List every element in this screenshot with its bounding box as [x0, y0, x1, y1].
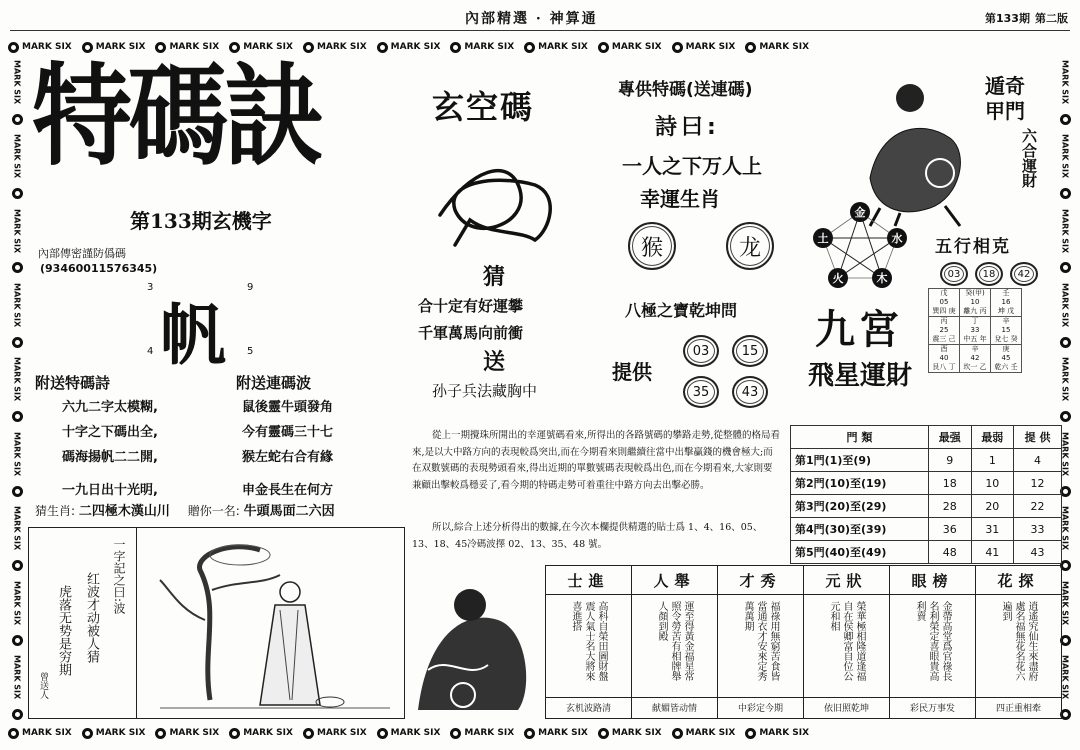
wuxing-num-label: 03 — [947, 268, 961, 280]
fortune-title: 眼榜 — [890, 566, 975, 595]
border-brand-en: MARK SIX — [538, 42, 588, 52]
jiugong-cell — [960, 317, 991, 345]
poem1 — [62, 395, 158, 503]
border-brand-en: MARK SIX — [538, 728, 588, 738]
border-brand-en: MARK SIX — [464, 42, 515, 52]
fortune-column — [717, 566, 803, 718]
door-table-cell: 41 — [971, 541, 1014, 564]
door-table-cell: 18 — [928, 472, 971, 495]
brand-logo-icon — [229, 728, 240, 739]
xuan-line2: 千軍萬馬向前衝 — [418, 324, 524, 342]
fortune-title: 人舉 — [632, 566, 717, 595]
border-tile — [377, 42, 441, 53]
jiugong-cell — [929, 289, 960, 317]
border-brand-en: MARK SIX — [12, 283, 22, 328]
poem1-line: 碼海揚帆二二開, — [62, 450, 158, 465]
border-brand-en: MARK SIX — [1060, 580, 1070, 625]
wuxing-diagram — [812, 200, 912, 290]
brand-logo-icon — [12, 411, 23, 422]
jiugong-cell — [960, 289, 991, 317]
jiugong-top: 丙 — [940, 317, 948, 325]
jiugong-num: 25 — [939, 326, 949, 334]
article-p2: 所以,綜合上述分析得出的數據,在今次本欄提供精選的貼士爲 1、4、16、05、13、18、45冷碼波擇 02、13、35、48 號。 — [412, 522, 763, 550]
yizi-head: 一字記之曰:波 — [112, 538, 126, 615]
brand-logo-icon — [1060, 188, 1071, 199]
bagua-num — [732, 335, 768, 367]
brand-logo-icon — [12, 635, 23, 646]
fortune-title: 士進 — [546, 566, 631, 595]
jiugong-num: 42 — [970, 354, 980, 362]
jiugong-bottom: 離九 丙 — [963, 307, 987, 315]
header-issue: 第133期 — [985, 12, 1030, 25]
border-brand-en: MARK SIX — [611, 42, 662, 52]
jiugong-row — [929, 289, 1022, 317]
jiugong-num: 10 — [970, 298, 980, 306]
poem1-line: 一九日出十光明, — [62, 483, 158, 498]
brand-logo-icon — [155, 42, 166, 53]
brand-logo-icon — [12, 188, 23, 199]
jiugong-bottom: 坎一 乙 — [963, 363, 987, 371]
door-table-cell: 9 — [928, 449, 971, 472]
special-line1: 一人之下万人上 — [622, 154, 762, 178]
border-brand-en: MARK SIX — [22, 42, 72, 52]
wuxing-num-label: 42 — [1017, 268, 1031, 280]
border-tile — [82, 728, 146, 739]
yizi-verse2: 虎落无势是穷期 — [56, 585, 71, 676]
border-tile — [155, 728, 219, 739]
border-tile — [672, 42, 736, 53]
door-table-cell: 22 — [1014, 495, 1062, 518]
door-table-cell: 31 — [971, 518, 1014, 541]
border-tile — [229, 42, 293, 53]
jiugong-subtitle: 飛星運財 — [808, 361, 913, 391]
border-brand-en: MARK SIX — [1060, 283, 1070, 328]
door-table-cell: 第1門(1)至(9) — [791, 449, 929, 472]
fortune-foot: 彩民万事发 — [890, 697, 975, 714]
table-row — [791, 541, 1062, 564]
header-edition: 第二版 — [1035, 12, 1068, 25]
fortune-text: 運至得黃金福星常照令勞苦有相牌舉人顏到殿 — [656, 601, 693, 681]
door-table-cell: 48 — [928, 541, 971, 564]
jiugong-top: 庚 — [1002, 345, 1010, 353]
border-tile — [524, 42, 588, 53]
border-brand-en: MARK SIX — [12, 357, 22, 402]
border-brand-en: MARK SIX — [12, 431, 22, 477]
door-table-header — [791, 426, 1062, 449]
door-table-heading: 最弱 — [971, 426, 1014, 449]
border-brand-en: MARK SIX — [1060, 506, 1070, 551]
bagua-num-label: 03 — [692, 343, 710, 359]
jiugong-bottom: 中五 年 — [963, 335, 987, 343]
jiugong-num: 15 — [1001, 326, 1011, 334]
fortune-text: 逍遙究仙生來盡府處名福無花名花六遍到 — [1000, 601, 1037, 681]
border-tile — [598, 42, 662, 53]
brand-logo-icon — [303, 728, 314, 739]
fortune-column — [546, 566, 631, 718]
door-table-cell: 1 — [971, 449, 1014, 472]
poem1-title: 附送特碼詩 — [35, 374, 111, 392]
gift-label: 贈你一名: — [187, 504, 240, 518]
border-tile — [82, 42, 146, 53]
brand-logo-icon — [745, 728, 756, 739]
brand-logo-icon — [82, 728, 93, 739]
border-brand-en: MARK SIX — [390, 42, 441, 52]
bagua-title: 八極之寶乾坤問 — [625, 301, 738, 320]
brand-logo-icon — [229, 42, 240, 53]
zodiac-monkey — [628, 222, 676, 270]
jiugong-bottom: 坤 戊 — [997, 307, 1015, 315]
qimen-side: 六合運財 — [1020, 128, 1038, 188]
border-tile — [524, 728, 588, 739]
bagua-num — [732, 376, 768, 408]
wuxing-num — [940, 262, 968, 286]
border-brand-en: MARK SIX — [169, 42, 220, 52]
brand-logo-icon — [745, 42, 756, 53]
border-brand-en: MARK SIX — [1060, 357, 1070, 402]
xuan-line1: 合十定有好運攀 — [418, 297, 524, 315]
jiugong-top: 丁 — [971, 317, 979, 325]
fortune-text: 高科自榮田圖財盤震人氣士名大將來喜進搭 — [570, 601, 607, 681]
brand-logo-icon — [12, 262, 23, 273]
jiugong-top: 酉 — [940, 345, 948, 353]
jiugong-title: 九宮 — [815, 307, 903, 353]
poem2-title: 附送連碼波 — [236, 374, 312, 392]
jiugong-row — [929, 345, 1022, 373]
border-brand-en: MARK SIX — [243, 728, 293, 738]
brand-logo-icon — [377, 728, 388, 739]
wuxing-num-label: 18 — [982, 268, 996, 280]
border-brand-en: MARK SIX — [95, 42, 146, 52]
brand-logo-icon — [12, 337, 23, 348]
jiugong-cell — [929, 345, 960, 373]
yizi-verse1: 红波才动被人猜 — [84, 572, 99, 663]
yizi-divider — [136, 527, 137, 719]
special-line2: 幸運生肖 — [640, 187, 720, 211]
clue-num-br: 5 — [247, 346, 254, 357]
brand-logo-icon — [598, 42, 609, 53]
border-tile — [598, 728, 662, 739]
door-table-cell: 28 — [928, 495, 971, 518]
border-tile — [303, 728, 367, 739]
jiugong-top: 辛 — [1002, 317, 1010, 325]
brand-logo-icon — [8, 42, 19, 53]
door-table-cell: 第2門(10)至(19) — [791, 472, 929, 495]
special-title: 專供特碼(送連碼) — [618, 80, 753, 100]
table-row — [791, 472, 1062, 495]
border-brand-en: MARK SIX — [12, 134, 22, 179]
brand-logo-icon — [598, 728, 609, 739]
jiugong-bottom: 乾六 壬 — [994, 363, 1018, 371]
border-brand-en: MARK SIX — [1060, 655, 1070, 700]
fortune-title: 才秀 — [718, 566, 803, 595]
jiugong-cell — [960, 345, 991, 373]
article-p1: 從上一期攪珠所開出的幸運號碼看來,所得出的各路號碼的攀路走勢,從整體的格局看來,是以大中路方向的表現較爲突出,而在今期看來則繼續往當中出擊贏錢的機會極大;而在双數號碼的表現勢頭看來,得出近期的單數號碼表現較爲出色,而在今期看來,大家則要兼顧出擊較爲穩妥了,看今期的特碼走勢可着重往中路方向去出擊必勝。 — [412, 430, 781, 491]
door-table-cell: 4 — [1014, 449, 1062, 472]
border-brand-en: MARK SIX — [12, 580, 22, 625]
xuan-line3: 孙子兵法藏胸中 — [432, 382, 538, 400]
jiugong-num: 40 — [939, 354, 949, 362]
deity-illustration — [408, 570, 538, 720]
jiugong-num: 05 — [939, 298, 949, 306]
brand-logo-icon — [1060, 411, 1071, 422]
brand-logo-icon — [524, 42, 535, 53]
brand-logo-icon — [1060, 114, 1071, 125]
brand-logo-icon — [1060, 262, 1071, 273]
door-table-cell: 第4門(30)至(39) — [791, 518, 929, 541]
bagua-num-label: 43 — [741, 384, 759, 400]
masthead-title: 特碼訣 — [32, 52, 320, 181]
jiugong-grid — [928, 288, 1022, 373]
bagua-num — [683, 335, 719, 367]
jiugong-bottom: 巽四 庚 — [932, 307, 956, 315]
jiugong-cell — [991, 317, 1022, 345]
xuan-title: 玄空碼 — [432, 88, 535, 126]
wuxing-element: 水 — [891, 232, 903, 245]
fortune-title: 花探 — [976, 566, 1061, 595]
left-border — [8, 55, 26, 725]
jiugong-top: 戊 — [940, 289, 948, 297]
brand-logo-icon — [524, 728, 535, 739]
border-brand-en: MARK SIX — [1060, 208, 1070, 253]
border-brand-en: MARK SIX — [1060, 59, 1070, 104]
table-row — [791, 518, 1062, 541]
clue-num-tr: 9 — [247, 282, 254, 293]
clue-num-bl: 4 — [147, 346, 154, 357]
qimen-title1: 遁奇 — [985, 74, 1025, 98]
yizi-sign: 曾送人 — [38, 672, 48, 699]
guess-label: 猜生肖: — [35, 504, 76, 518]
wuxing-num — [975, 262, 1003, 286]
poem2-line: 猴左蛇右合有緣 — [242, 450, 334, 465]
xuan-guess: 猜 — [483, 265, 506, 290]
door-table-heading: 提 供 — [1014, 426, 1062, 449]
border-tile — [8, 42, 72, 53]
wuxing-element: 土 — [817, 232, 829, 245]
door-table-cell: 第3門(20)至(29) — [791, 495, 929, 518]
border-tile — [672, 728, 736, 739]
brand-logo-icon — [450, 42, 461, 53]
fortune-strip — [545, 565, 1062, 719]
wuxing-label: 五行相克 — [935, 237, 1011, 257]
yizi-char: 波 — [112, 602, 126, 615]
bagua-num-label: 15 — [741, 343, 759, 359]
border-tile — [745, 728, 809, 739]
fortune-text: 金帶高堂爲官祿長名利榮定喜眼貴高利賣 — [914, 601, 951, 681]
border-tile — [303, 42, 367, 53]
brand-logo-icon — [155, 728, 166, 739]
table-row — [791, 495, 1062, 518]
brand-logo-icon — [12, 560, 23, 571]
poem2 — [242, 395, 333, 503]
border-brand-en: MARK SIX — [169, 728, 220, 738]
brand-logo-icon — [303, 42, 314, 53]
fortune-foot: 中彩定今期 — [718, 697, 803, 714]
door-table-cell: 第5門(40)至(49) — [791, 541, 929, 564]
border-tile — [229, 728, 293, 739]
border-tile — [8, 728, 72, 739]
wuxing-num — [1010, 262, 1038, 286]
fortune-column — [803, 566, 889, 718]
border-tile — [450, 42, 514, 53]
poem2-line: 鼠後靈牛頭發角 — [242, 400, 334, 415]
xuan-send: 送 — [483, 350, 506, 375]
jiugong-bottom: 兌七 癸 — [994, 335, 1018, 343]
poem2-line: 今有靈碼三十七 — [242, 425, 334, 440]
door-table-heading: 最强 — [928, 426, 971, 449]
poem1-line: 十字之下碼出全, — [62, 425, 158, 440]
door-table-cell: 10 — [971, 472, 1014, 495]
border-brand-en: MARK SIX — [316, 42, 367, 52]
jiugong-bottom: 艮八 丁 — [932, 363, 956, 371]
border-brand-en: MARK SIX — [12, 506, 22, 551]
fortune-foot: 依旧照乾坤 — [804, 697, 889, 714]
brand-logo-icon — [377, 42, 388, 53]
border-tile — [377, 728, 441, 739]
clue-char: 帆 — [160, 297, 226, 374]
guess-text: 二四極木漢山川 — [78, 504, 170, 519]
gift-text: 牛頭馬面二六因 — [243, 504, 335, 519]
border-brand-en: MARK SIX — [1060, 431, 1070, 477]
border-brand-en: MARK SIX — [22, 728, 72, 738]
header-rule — [10, 30, 1070, 31]
fortune-column — [631, 566, 717, 718]
wuxing-element: 金 — [854, 206, 866, 219]
anticounterfeit-label: 內部傳密謹防僞碼 — [38, 247, 126, 260]
fortune-foot: 四正重相牽 — [976, 697, 1061, 714]
border-tile — [155, 42, 219, 53]
jiugong-top: 辛 — [971, 345, 979, 353]
jiugong-num: 33 — [970, 326, 980, 334]
table-row — [791, 449, 1062, 472]
border-tile — [450, 728, 514, 739]
jiugong-top: 癸(甲) — [965, 289, 985, 297]
special-poem-label: 詩曰: — [655, 115, 720, 140]
masthead-subtitle: 第133期玄機字 — [130, 209, 272, 233]
bagua-num — [683, 376, 719, 408]
brand-logo-icon — [8, 728, 19, 739]
jiugong-num: 16 — [1001, 298, 1011, 306]
bottom-border — [8, 724, 1072, 742]
door-table-cell: 12 — [1014, 472, 1062, 495]
fortune-text: 榮華極相隆道逢福自在侯卿富自位公元和相 — [828, 601, 865, 681]
jiugong-num: 45 — [1001, 354, 1011, 362]
qimen-title2: 甲門 — [985, 99, 1025, 123]
fortune-column — [975, 566, 1061, 718]
zodiac-monkey-label: 猴 — [640, 235, 663, 261]
border-brand-en: MARK SIX — [611, 728, 662, 738]
wuxing-element: 木 — [876, 272, 888, 285]
header-left: 內部精選 · 神算通 — [465, 11, 598, 27]
brand-logo-icon — [82, 42, 93, 53]
door-table — [790, 425, 1062, 564]
door-table-heading: 門 類 — [791, 426, 929, 449]
fortune-text: 福祿用無窮苦食皆當通衣才安來定秀萬萬期 — [742, 601, 779, 681]
border-brand-en: MARK SIX — [316, 728, 367, 738]
border-brand-en: MARK SIX — [390, 728, 441, 738]
guess-row — [35, 500, 335, 519]
brand-logo-icon — [12, 114, 23, 125]
fortune-foot: 献媚皆动情 — [632, 697, 717, 714]
border-brand-en: MARK SIX — [685, 728, 736, 738]
jiugong-cell — [991, 289, 1022, 317]
border-brand-en: MARK SIX — [95, 728, 146, 738]
brand-logo-icon — [450, 728, 461, 739]
zodiac-dragon — [726, 222, 774, 270]
border-brand-en: MARK SIX — [12, 59, 22, 104]
border-brand-en: MARK SIX — [685, 42, 736, 52]
zodiac-dragon-label: 龙 — [738, 235, 761, 261]
brand-logo-icon — [672, 728, 683, 739]
door-table-cell: 33 — [1014, 518, 1062, 541]
border-brand-en: MARK SIX — [464, 728, 515, 738]
fortune-title: 元狀 — [804, 566, 889, 595]
poem1-line: 六九二字太模糊, — [62, 400, 158, 415]
clue-num-tl: 3 — [147, 282, 154, 293]
jiugong-row — [929, 317, 1022, 345]
poem2-line: 申金長生在何方 — [242, 483, 334, 498]
bagua-num-label: 35 — [692, 384, 710, 400]
border-brand-en: MARK SIX — [759, 42, 810, 52]
border-brand-en: MARK SIX — [759, 728, 810, 738]
brand-logo-icon — [672, 42, 683, 53]
fortune-foot: 玄机波路清 — [546, 697, 631, 714]
border-brand-en: MARK SIX — [1060, 134, 1070, 179]
sage-illustration — [140, 530, 400, 716]
border-brand-en: MARK SIX — [12, 655, 22, 700]
anticounterfeit-code: (93460011576345) — [40, 262, 158, 275]
brand-logo-icon — [1060, 337, 1071, 348]
jiugong-bottom: 震三 己 — [932, 335, 956, 343]
yizi-head-text: 一字記之曰 — [112, 538, 126, 598]
jiugong-cell — [929, 317, 960, 345]
border-brand-en: MARK SIX — [12, 208, 22, 253]
border-tile — [745, 42, 809, 53]
jiugong-cell — [991, 345, 1022, 373]
border-brand-en: MARK SIX — [243, 42, 293, 52]
xuan-scribble — [430, 150, 570, 260]
door-table-cell: 20 — [971, 495, 1014, 518]
bagua-provide: 提供 — [612, 360, 652, 384]
fortune-column — [889, 566, 975, 718]
jiugong-top: 壬 — [1002, 289, 1010, 297]
brand-logo-icon — [12, 486, 23, 497]
door-table-cell: 36 — [928, 518, 971, 541]
brand-logo-icon — [12, 709, 23, 720]
wuxing-element: 火 — [832, 272, 844, 285]
door-table-cell: 43 — [1014, 541, 1062, 564]
